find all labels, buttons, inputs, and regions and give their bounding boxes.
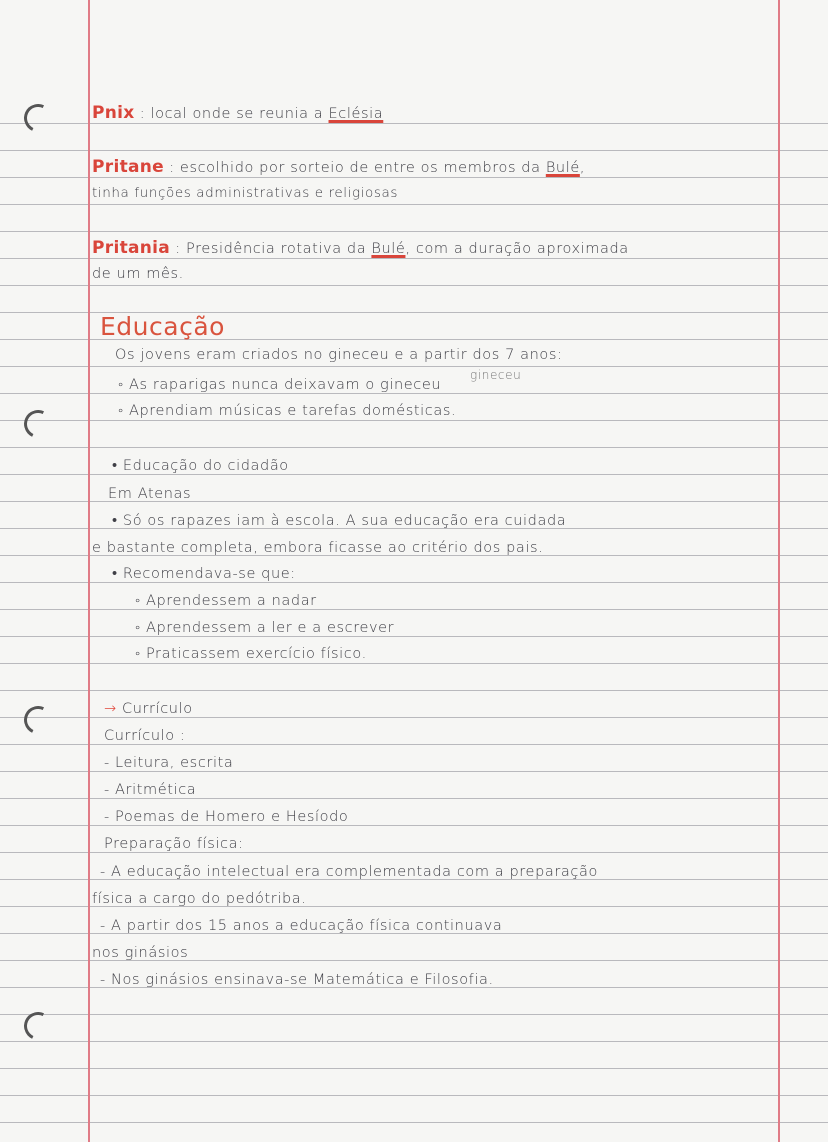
punch-hole-icon bbox=[20, 406, 56, 442]
list-item: - Aritmética bbox=[104, 782, 197, 798]
list-item: ◦ Aprendessem a ler e a escrever bbox=[135, 620, 395, 636]
paragraph-line: - A educação intelectual era complementada com a preparação bbox=[100, 864, 598, 880]
paragraph-line: - A partir dos 15 anos a educação física continuava bbox=[100, 918, 503, 934]
curriculum-subtitle: Currículo : bbox=[104, 728, 186, 744]
correction-note: gineceu bbox=[470, 368, 522, 382]
paragraph-line: - Nos ginásios ensinava-se Matemática e Filosofia. bbox=[100, 972, 494, 988]
paragraph-line: e bastante completa, embora ficasse ao critério dos pais. bbox=[92, 540, 544, 556]
section-heading: Educação bbox=[100, 312, 225, 341]
definition-pritania: Pritania : Presidência rotativa da Bulé, com a duração aproximada bbox=[92, 238, 629, 258]
term-link: Eclésia bbox=[328, 106, 384, 122]
definition-pnix: Pnix : local onde se reunia a Eclésia bbox=[92, 103, 384, 123]
list-item: ◦ Aprendessem a nadar bbox=[135, 593, 317, 609]
definition-pritane-cont: tinha funções administrativas e religiosas bbox=[92, 185, 399, 201]
right-margin-line bbox=[778, 0, 780, 1142]
punch-hole-icon bbox=[20, 702, 56, 738]
intro-text: Os jovens eram criados no gineceu e a partir dos 7 anos: bbox=[115, 347, 563, 363]
punch-hole-icon bbox=[20, 100, 56, 136]
curriculum-title: → Currículo bbox=[104, 701, 193, 717]
paragraph-line: física a cargo do pedótriba. bbox=[92, 891, 307, 907]
list-item: - Poemas de Homero e Hesíodo bbox=[104, 809, 349, 825]
term: Pnix bbox=[92, 103, 135, 123]
paragraph-line: nos ginásios bbox=[92, 945, 189, 961]
punch-hole-icon bbox=[20, 1008, 56, 1044]
list-item: ◦ As raparigas nunca deixavam o gineceu bbox=[118, 377, 442, 393]
place-label: Em Atenas bbox=[108, 486, 192, 502]
recommend-label: • Recomendava-se que: bbox=[112, 566, 296, 582]
left-margin-line bbox=[88, 0, 90, 1142]
physical-title: Preparação física: bbox=[104, 836, 244, 852]
list-item: ◦ Aprendiam músicas e tarefas domésticas. bbox=[118, 403, 457, 419]
definition-pritania-cont: de um mês. bbox=[92, 266, 184, 282]
list-item: ◦ Praticassem exercício físico. bbox=[135, 646, 367, 662]
subsection-title: • Educação do cidadão bbox=[112, 458, 289, 474]
definition-pritane: Pritane : escolhido por sorteio de entre os membros da Bulé, bbox=[92, 157, 586, 177]
paragraph-line: • Só os rapazes iam à escola. A sua educação era cuidada bbox=[112, 513, 567, 529]
arrow-right-icon: → bbox=[104, 701, 117, 717]
list-item: - Leitura, escrita bbox=[104, 755, 234, 771]
